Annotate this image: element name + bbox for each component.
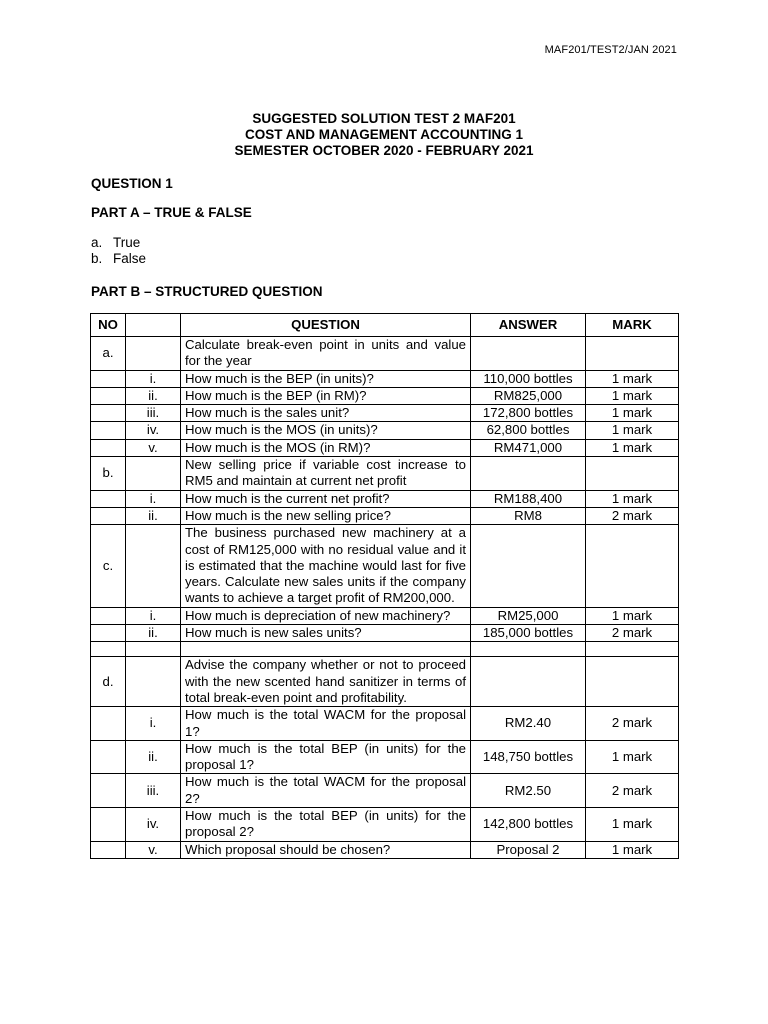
- row-number: [91, 774, 126, 808]
- document-reference: MAF201/TEST2/JAN 2021: [544, 44, 677, 56]
- row-sub-number: ii.: [126, 387, 181, 404]
- table-row: [91, 707, 679, 741]
- row-sub-number: [126, 337, 181, 371]
- question-text: How much is the BEP (in units)?: [181, 370, 471, 387]
- row-number: [91, 387, 126, 404]
- mark-value: [586, 657, 679, 707]
- answer-value: [471, 337, 586, 371]
- answer-value: RM2.40: [471, 707, 586, 741]
- column-header-answer: ANSWER: [471, 314, 586, 337]
- table-row: [91, 525, 679, 607]
- answer-item: b. False: [91, 251, 147, 266]
- mark-value: 1 mark: [586, 405, 679, 422]
- question-text: How much is new sales units?: [181, 625, 471, 642]
- row-sub-number: [126, 457, 181, 491]
- question-text: The business purchased new machinery at a cost of RM125,000 with no residual value and it is estimated that the machine would last for five years. Calculate new sales units if the company wants to achieve a target profit of RM200,000.: [181, 525, 471, 607]
- title-line-2: COST AND MANAGEMENT ACCOUNTING 1: [245, 127, 523, 142]
- row-sub-number: i.: [126, 707, 181, 741]
- question-text: How much is depreciation of new machinery?: [181, 607, 471, 624]
- table-row: [91, 841, 679, 858]
- document-title: [0, 111, 768, 159]
- answer-value: RM471,000: [471, 439, 586, 456]
- row-sub-number: iv.: [126, 422, 181, 439]
- mark-value: 1 mark: [586, 841, 679, 858]
- row-sub-number: ii.: [126, 507, 181, 524]
- mark-value: 2 mark: [586, 774, 679, 808]
- answer-value: [471, 657, 586, 707]
- row-sub-number: iv.: [126, 808, 181, 842]
- mark-value: 1 mark: [586, 439, 679, 456]
- part-b-heading: PART B – STRUCTURED QUESTION: [91, 284, 323, 299]
- question-text: How much is the sales unit?: [181, 405, 471, 422]
- answer-value: RM2.50: [471, 774, 586, 808]
- table-header-row: [91, 314, 679, 337]
- mark-value: 2 mark: [586, 507, 679, 524]
- row-sub-number: v.: [126, 439, 181, 456]
- column-header-no: NO: [91, 314, 126, 337]
- answer-value: [471, 525, 586, 607]
- row-number: [91, 370, 126, 387]
- row-sub-number: i.: [126, 607, 181, 624]
- row-sub-number: i.: [126, 490, 181, 507]
- column-header-sub: [126, 314, 181, 337]
- mark-value: 1 mark: [586, 607, 679, 624]
- table-row: [91, 507, 679, 524]
- true-false-answers: [91, 235, 146, 267]
- row-number: [91, 625, 126, 642]
- answer-value: RM825,000: [471, 387, 586, 404]
- answer-value: 62,800 bottles: [471, 422, 586, 439]
- question-text: How much is the current net profit?: [181, 490, 471, 507]
- mark-value: 1 mark: [586, 808, 679, 842]
- part-a-heading: PART A – TRUE & FALSE: [91, 205, 252, 220]
- table-row: [91, 337, 679, 371]
- table-row: [91, 774, 679, 808]
- row-number: [91, 642, 126, 657]
- question-text: Advise the company whether or not to proceed with the new scented hand sanitizer in terms of total break-even point and profitability.: [181, 657, 471, 707]
- table-row: [91, 642, 679, 657]
- structured-question-table: [90, 313, 679, 859]
- row-number: [91, 439, 126, 456]
- answer-value: 185,000 bottles: [471, 625, 586, 642]
- table-row: [91, 808, 679, 842]
- table-row: [91, 457, 679, 491]
- question-text: [181, 642, 471, 657]
- title-line-1: SUGGESTED SOLUTION TEST 2 MAF201: [252, 111, 516, 126]
- mark-value: 1 mark: [586, 370, 679, 387]
- answer-value: RM25,000: [471, 607, 586, 624]
- row-sub-number: [126, 657, 181, 707]
- question-text: How much is the total BEP (in units) for the proposal 1?: [181, 740, 471, 774]
- row-sub-number: i.: [126, 370, 181, 387]
- table-body: [91, 337, 679, 859]
- title-line-3: SEMESTER OCTOBER 2020 - FEBRUARY 2021: [234, 143, 534, 158]
- question-heading: QUESTION 1: [91, 176, 173, 191]
- table-row: [91, 740, 679, 774]
- row-number: [91, 740, 126, 774]
- row-number: a.: [91, 337, 126, 371]
- table-row: [91, 405, 679, 422]
- answer-value: 142,800 bottles: [471, 808, 586, 842]
- row-number: [91, 422, 126, 439]
- table-row: [91, 625, 679, 642]
- row-number: [91, 490, 126, 507]
- question-text: How much is the MOS (in RM)?: [181, 439, 471, 456]
- table-row: [91, 439, 679, 456]
- table-row: [91, 422, 679, 439]
- mark-value: 2 mark: [586, 707, 679, 741]
- mark-value: 1 mark: [586, 740, 679, 774]
- answer-value: [471, 642, 586, 657]
- mark-value: 1 mark: [586, 422, 679, 439]
- answer-value: RM8: [471, 507, 586, 524]
- answer-value: RM188,400: [471, 490, 586, 507]
- row-number: c.: [91, 525, 126, 607]
- row-number: b.: [91, 457, 126, 491]
- row-number: [91, 808, 126, 842]
- question-text: How much is the MOS (in units)?: [181, 422, 471, 439]
- answer-value: 172,800 bottles: [471, 405, 586, 422]
- table-row: [91, 657, 679, 707]
- answer-item: a. True: [91, 235, 141, 250]
- mark-value: [586, 642, 679, 657]
- table-row: [91, 370, 679, 387]
- answer-value: 110,000 bottles: [471, 370, 586, 387]
- mark-value: 2 mark: [586, 625, 679, 642]
- row-sub-number: [126, 642, 181, 657]
- answer-value: 148,750 bottles: [471, 740, 586, 774]
- question-text: New selling price if variable cost increase to RM5 and maintain at current net profit: [181, 457, 471, 491]
- question-text: How much is the total WACM for the proposal 1?: [181, 707, 471, 741]
- question-text: Calculate break-even point in units and value for the year: [181, 337, 471, 371]
- row-sub-number: v.: [126, 841, 181, 858]
- question-text: How much is the new selling price?: [181, 507, 471, 524]
- row-sub-number: iii.: [126, 774, 181, 808]
- mark-value: [586, 525, 679, 607]
- column-header-question: QUESTION: [181, 314, 471, 337]
- row-sub-number: iii.: [126, 405, 181, 422]
- question-text: How much is the BEP (in RM)?: [181, 387, 471, 404]
- table-row: [91, 607, 679, 624]
- row-number: [91, 607, 126, 624]
- question-text: How much is the total WACM for the proposal 2?: [181, 774, 471, 808]
- answer-value: Proposal 2: [471, 841, 586, 858]
- table-row: [91, 387, 679, 404]
- mark-value: [586, 337, 679, 371]
- row-number: d.: [91, 657, 126, 707]
- row-number: [91, 507, 126, 524]
- row-sub-number: [126, 525, 181, 607]
- row-number: [91, 405, 126, 422]
- row-sub-number: ii.: [126, 740, 181, 774]
- question-text: How much is the total BEP (in units) for the proposal 2?: [181, 808, 471, 842]
- column-header-mark: MARK: [586, 314, 679, 337]
- row-number: [91, 841, 126, 858]
- table-row: [91, 490, 679, 507]
- mark-value: [586, 457, 679, 491]
- question-text: Which proposal should be chosen?: [181, 841, 471, 858]
- mark-value: 1 mark: [586, 490, 679, 507]
- row-sub-number: ii.: [126, 625, 181, 642]
- mark-value: 1 mark: [586, 387, 679, 404]
- answer-value: [471, 457, 586, 491]
- row-number: [91, 707, 126, 741]
